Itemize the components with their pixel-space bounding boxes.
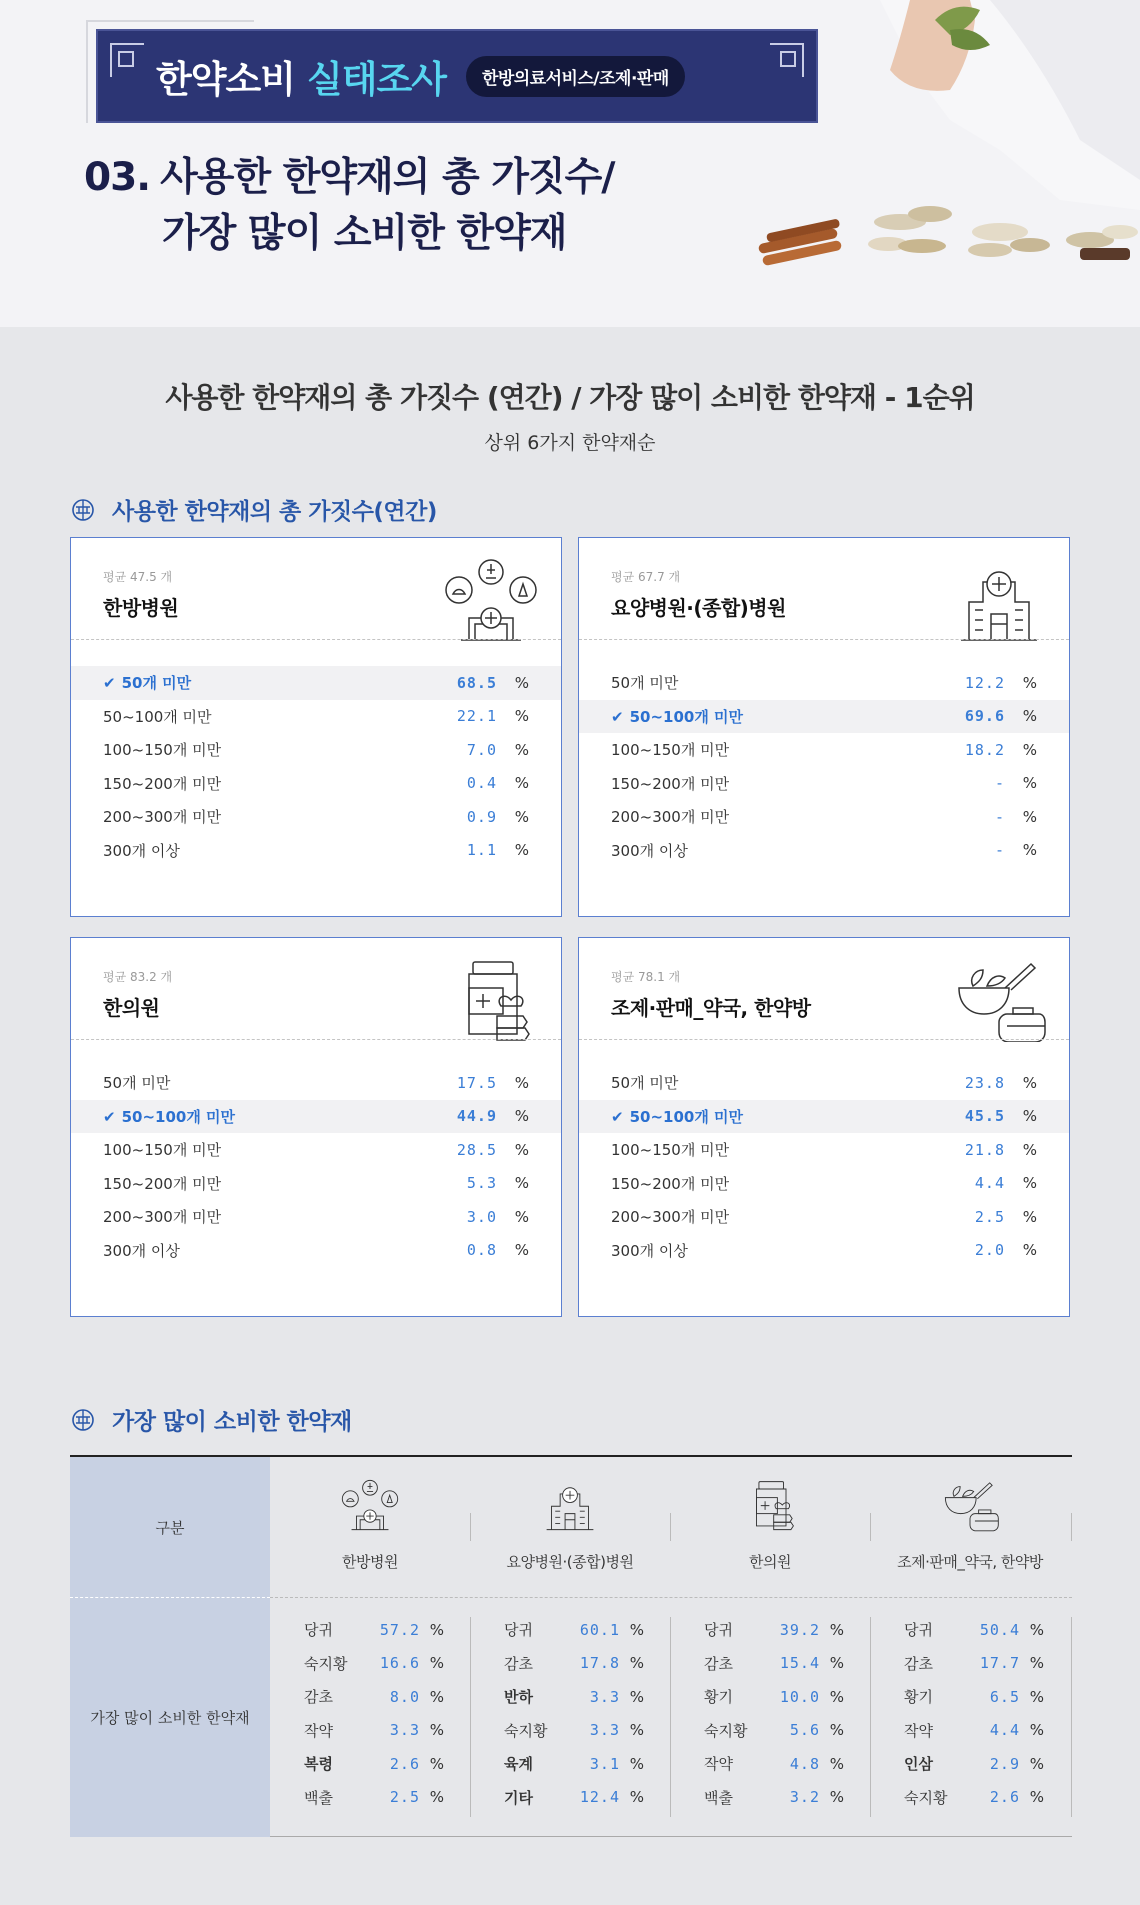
range-row [71,700,561,734]
percent-unit: % [829,1687,844,1706]
card-divider [71,639,561,640]
range-row [579,1200,1069,1234]
percent-unit: % [514,1241,529,1260]
range-label-text: 50개 미만 [611,674,679,693]
percent-unit: % [1022,740,1037,759]
percent-unit: % [829,1754,844,1773]
page-title [84,150,615,262]
percent-unit: % [829,1654,844,1672]
institution-name: 한의원 [103,996,160,1020]
range-label-text: 50~100개 미만 [629,1107,744,1126]
herb-name: 작약 [704,1755,733,1773]
institution-name: 한방병원 [103,596,179,620]
herb-name: 숙지황 [904,1788,948,1807]
herb-percent: 50.4 [979,1620,1020,1639]
percent-unit: % [629,1687,644,1706]
herb-percent: 2.6 [389,1754,420,1773]
range-label-text: 50개 미만 [103,1074,171,1093]
range-label-text: 50~100개 미만 [103,707,212,726]
range-row [579,767,1069,801]
percent-value: - [994,841,1005,860]
range-label [611,1206,925,1227]
range-label [103,773,417,794]
percent-unit: % [514,1174,529,1193]
range-row [579,666,1069,700]
herb-item [504,1747,644,1780]
percent-unit: % [429,1654,444,1672]
column-separator [470,1617,471,1817]
percent-unit: % [1029,1687,1044,1706]
institution-card [70,937,562,1317]
banner-title-highlight: 실태조사 [306,58,446,101]
percent-value: 12.2 [964,673,1005,692]
herb-name: 당귀 [904,1621,933,1639]
average-label: 평균 67.7 개 [611,570,681,584]
range-row [71,1100,561,1134]
percent-unit: % [1022,774,1037,793]
percent-unit: % [1022,1107,1037,1126]
percent-unit: % [1029,1654,1044,1672]
herb-name: 숙지황 [704,1721,748,1740]
column-separator [870,1617,871,1817]
herb-item [704,1613,844,1646]
herb-name: 감초 [304,1688,333,1706]
range-label [103,840,417,861]
percent-value: 0.9 [466,807,497,826]
range-label-text: 150~200개 미만 [611,774,730,793]
percent-value: 21.8 [964,1140,1005,1159]
range-label [103,1173,417,1194]
percent-unit: % [1029,1754,1044,1773]
percent-unit: % [1022,673,1037,692]
herb-item [704,1714,844,1747]
hero-section [0,0,1140,327]
range-label [103,1072,417,1093]
herb-item [704,1647,844,1680]
percent-unit: % [514,774,529,793]
range-label [611,840,925,861]
percent-value: - [994,774,1005,793]
percent-unit: % [829,1721,844,1739]
percent-unit: % [1029,1788,1044,1806]
range-row [579,1133,1069,1167]
column-title: 요양병원·(종합)병원 [506,1553,634,1571]
range-label [611,773,925,794]
range-list [71,1066,561,1267]
herb-percent: 3.3 [589,1687,620,1706]
percent-unit: % [514,807,529,826]
herb-item [704,1747,844,1780]
percent-value: 2.5 [974,1207,1005,1226]
range-label [611,1173,925,1194]
percent-value: 17.5 [456,1073,497,1092]
percent-unit: % [829,1620,844,1639]
page-title-line1: 사용한 한약재의 총 가짓수/ [160,155,615,200]
herb-item [704,1680,844,1713]
section-number: 03. [84,155,151,200]
column-title: 한방병원 [342,1553,398,1571]
herb-percent: 3.3 [589,1721,620,1739]
herb-item [504,1714,644,1747]
percent-value: 18.2 [964,740,1005,759]
herb-name: 황기 [704,1688,733,1706]
range-label-text: 150~200개 미만 [611,1174,730,1193]
mortar-pot-icon [947,958,1051,1042]
percent-unit: % [514,673,529,692]
column-title: 조제·판매_약국, 한약방 [897,1553,1043,1571]
average-label: 평균 47.5 개 [103,570,173,584]
range-label-text: 200~300개 미만 [611,1208,730,1227]
percent-unit: % [629,1654,644,1672]
range-label [103,739,417,760]
percent-unit: % [429,1754,444,1773]
range-label [611,1139,925,1160]
percent-value: 23.8 [964,1073,1005,1092]
herb-name: 감초 [504,1654,533,1673]
herb-percent: 12.4 [579,1788,620,1806]
percent-unit: % [1029,1721,1044,1739]
range-row [71,1066,561,1100]
range-label-text: 150~200개 미만 [103,1174,222,1193]
herb-name: 황기 [904,1688,933,1706]
chart-main-title: 사용한 한약재의 총 가짓수 (연간) / 가장 많이 소비한 한약재 - 1순위 [165,381,975,414]
medicine-bottle-icon [439,958,543,1042]
banner-title: 한약소비 [156,58,295,101]
range-label [103,1206,417,1227]
range-label [103,706,417,727]
range-row [71,1167,561,1201]
herb-item [504,1613,644,1646]
range-label-text: 100~150개 미만 [103,741,222,760]
herb-percent: 4.4 [989,1721,1020,1739]
chart-subtitle: 상위 6가지 한약재순 [484,432,656,454]
range-label-text: 100~150개 미만 [611,1141,730,1160]
range-label [611,1106,925,1127]
percent-unit: % [629,1754,644,1773]
percent-unit: % [1029,1620,1044,1639]
herb-name: 육계 [504,1755,533,1773]
herb-item [904,1680,1044,1713]
percent-unit: % [1022,1073,1037,1092]
range-label-text: 50~100개 미만 [629,707,744,726]
herb-item [904,1714,1044,1747]
percent-value: 7.0 [466,740,497,759]
herb-name: 숙지황 [504,1721,548,1740]
herb-item [304,1680,444,1713]
herb-item [504,1647,644,1680]
table-column [670,1457,870,1837]
range-row [71,1200,561,1234]
herb-percent: 3.2 [789,1788,820,1806]
table-row-label: 가장 많이 소비한 한약재 [70,1597,270,1837]
range-label-text: 200~300개 미만 [103,1208,222,1227]
range-label [611,739,925,760]
hospital-herb-icon [338,1475,402,1535]
range-label-text: 300개 이상 [103,841,180,860]
herb-percent: 2.9 [989,1754,1020,1773]
table-column [870,1457,1070,1837]
range-row [71,834,561,868]
herb-name: 감초 [704,1654,733,1673]
herb-item [504,1680,644,1713]
column-separator [670,1617,671,1817]
range-label-text: 150~200개 미만 [103,774,222,793]
percent-value: 3.0 [466,1207,497,1226]
column-separator [1071,1617,1072,1817]
table-column [470,1457,670,1837]
range-row [71,666,561,700]
percent-unit: % [1022,1174,1037,1193]
herb-percent: 2.5 [389,1788,420,1806]
range-row [579,834,1069,868]
percent-unit: % [514,1073,529,1092]
range-row [579,1066,1069,1100]
herb-name: 작약 [904,1721,933,1740]
herb-percent: 16.6 [379,1654,420,1672]
range-row [71,733,561,767]
table-header-cell: 구분 [70,1457,270,1597]
herb-name: 작약 [304,1721,333,1740]
herb-item [304,1714,444,1747]
range-row [579,1167,1069,1201]
range-row [71,767,561,801]
percent-unit: % [514,1107,529,1126]
range-label [611,706,925,727]
medicine-bottle-icon [738,1475,802,1535]
top-herbs-table [70,1455,1072,1837]
herb-percent: 10.0 [779,1687,820,1706]
percent-value: 4.4 [974,1174,1005,1193]
percent-value: 68.5 [456,673,497,692]
range-list [579,666,1069,867]
herb-percent: 3.3 [389,1721,420,1739]
herb-percent: 57.2 [379,1620,420,1639]
window-pattern-icon [72,499,94,521]
percent-unit: % [1022,1207,1037,1226]
range-row [579,700,1069,734]
herb-item [304,1781,444,1814]
check-icon: ✔ [611,1107,624,1126]
range-row [579,1234,1069,1268]
percent-unit: % [1022,707,1037,726]
herb-name: 백출 [704,1788,733,1807]
column-separator [870,1513,871,1541]
herb-percent: 60.1 [579,1620,620,1639]
range-label-text: 50개 미만 [121,674,192,693]
herb-item [904,1647,1044,1680]
percent-value: 0.8 [466,1241,497,1260]
herb-name: 반하 [504,1688,533,1706]
herb-percent: 17.8 [579,1654,620,1672]
percent-value: - [994,807,1005,826]
percent-value: 45.5 [964,1107,1005,1126]
herb-item [704,1781,844,1814]
column-title: 한의원 [749,1553,791,1571]
institution-name: 조제·판매_약국, 한약방 [611,996,811,1020]
card-divider [579,639,1069,640]
percent-unit: % [1022,841,1037,860]
percent-value: 69.6 [964,707,1005,726]
range-label [103,1139,417,1160]
percent-unit: % [429,1788,444,1806]
range-label-text: 300개 이상 [611,1241,688,1260]
range-label [103,806,417,827]
average-label: 평균 83.2 개 [103,970,173,984]
pattern-corner-icon [110,43,144,77]
range-label-text: 200~300개 미만 [103,808,222,827]
percent-unit: % [429,1687,444,1706]
range-label [611,672,925,693]
institution-card [70,537,562,917]
percent-unit: % [1022,1140,1037,1159]
herb-name: 백출 [304,1788,333,1807]
herb-item [904,1781,1044,1814]
herb-percent: 3.1 [589,1754,620,1773]
range-row [579,1100,1069,1134]
section-heading-text: 사용한 한약재의 총 가짓수(연간) [112,499,437,525]
institution-name: 요양병원·(종합)병원 [611,596,786,620]
range-label-text: 100~150개 미만 [611,741,730,760]
herb-name: 인삼 [904,1755,933,1773]
table-column [270,1457,470,1837]
range-list [71,666,561,867]
check-icon: ✔ [103,674,116,693]
mortar-pot-icon [938,1475,1002,1535]
range-label [611,806,925,827]
range-label-text: 50개 미만 [611,1074,679,1093]
column-separator [670,1513,671,1541]
hospital-herb-icon [439,558,543,642]
column-separator [1071,1513,1072,1541]
herb-item [504,1781,644,1814]
institution-card [578,537,1070,917]
range-label-text: 200~300개 미만 [611,808,730,827]
herb-item [904,1747,1044,1780]
survey-banner [96,29,818,123]
percent-value: 5.3 [466,1174,497,1193]
section-heading-count [72,493,437,526]
hospital-building-icon [538,1475,602,1535]
range-row [579,733,1069,767]
check-icon: ✔ [103,1107,116,1126]
check-icon: ✔ [611,707,624,726]
range-label [611,1072,925,1093]
window-pattern-icon [72,1409,94,1431]
herb-name: 숙지황 [304,1654,348,1673]
herb-percent: 6.5 [989,1687,1020,1706]
herb-item [304,1613,444,1646]
range-row [71,1133,561,1167]
percent-unit: % [1022,1241,1037,1260]
institution-card [578,937,1070,1317]
herb-item [304,1747,444,1780]
percent-value: 1.1 [466,841,497,860]
section-heading-text: 가장 많이 소비한 한약재 [112,1409,352,1435]
herb-percent: 4.8 [789,1754,820,1773]
herb-name: 감초 [904,1654,933,1673]
range-label-text: 50~100개 미만 [121,1107,236,1126]
herb-name: 기타 [504,1788,533,1807]
percent-value: 22.1 [456,707,497,726]
page-title-line2: 가장 많이 소비한 한약재 [162,211,567,256]
percent-unit: % [514,1140,529,1159]
percent-unit: % [514,1207,529,1226]
percent-unit: % [629,1721,644,1739]
range-label [103,1106,417,1127]
herb-name: 당귀 [504,1621,533,1639]
herb-percent: 8.0 [389,1687,420,1706]
herb-percent: 5.6 [789,1721,820,1739]
herb-percent: 17.7 [979,1654,1020,1672]
herb-name: 당귀 [704,1621,733,1639]
herb-item [904,1613,1044,1646]
category-badge: 한방의료서비스/조제·판매 [466,56,685,97]
range-row [71,800,561,834]
percent-value: 0.4 [466,774,497,793]
percent-unit: % [629,1788,644,1806]
range-row [71,1234,561,1268]
percent-unit: % [1022,807,1037,826]
herb-percent: 39.2 [779,1620,820,1639]
herbal-illustration [740,0,1140,290]
herb-item [304,1647,444,1680]
range-label-text: 300개 이상 [103,1241,180,1260]
herb-percent: 2.6 [989,1788,1020,1806]
percent-unit: % [429,1721,444,1739]
section-heading-top-herbs [72,1403,352,1436]
hospital-building-icon [947,558,1051,642]
range-label-text: 300개 이상 [611,841,688,860]
card-divider [579,1039,1069,1040]
average-label: 평균 78.1 개 [611,970,681,984]
percent-value: 28.5 [456,1140,497,1159]
percent-unit: % [514,707,529,726]
percent-value: 2.0 [974,1241,1005,1260]
herb-name: 당귀 [304,1621,333,1639]
range-label [611,1240,925,1261]
range-row [579,800,1069,834]
percent-unit: % [429,1620,444,1639]
herb-percent: 15.4 [779,1654,820,1672]
herb-name: 복령 [304,1755,333,1773]
range-list [579,1066,1069,1267]
card-divider [71,1039,561,1040]
percent-value: 44.9 [456,1107,497,1126]
percent-unit: % [514,740,529,759]
range-label [103,1240,417,1261]
range-label-text: 100~150개 미만 [103,1141,222,1160]
percent-unit: % [829,1788,844,1806]
column-separator [470,1513,471,1541]
percent-unit: % [629,1620,644,1639]
percent-unit: % [514,841,529,860]
range-label [103,672,417,693]
